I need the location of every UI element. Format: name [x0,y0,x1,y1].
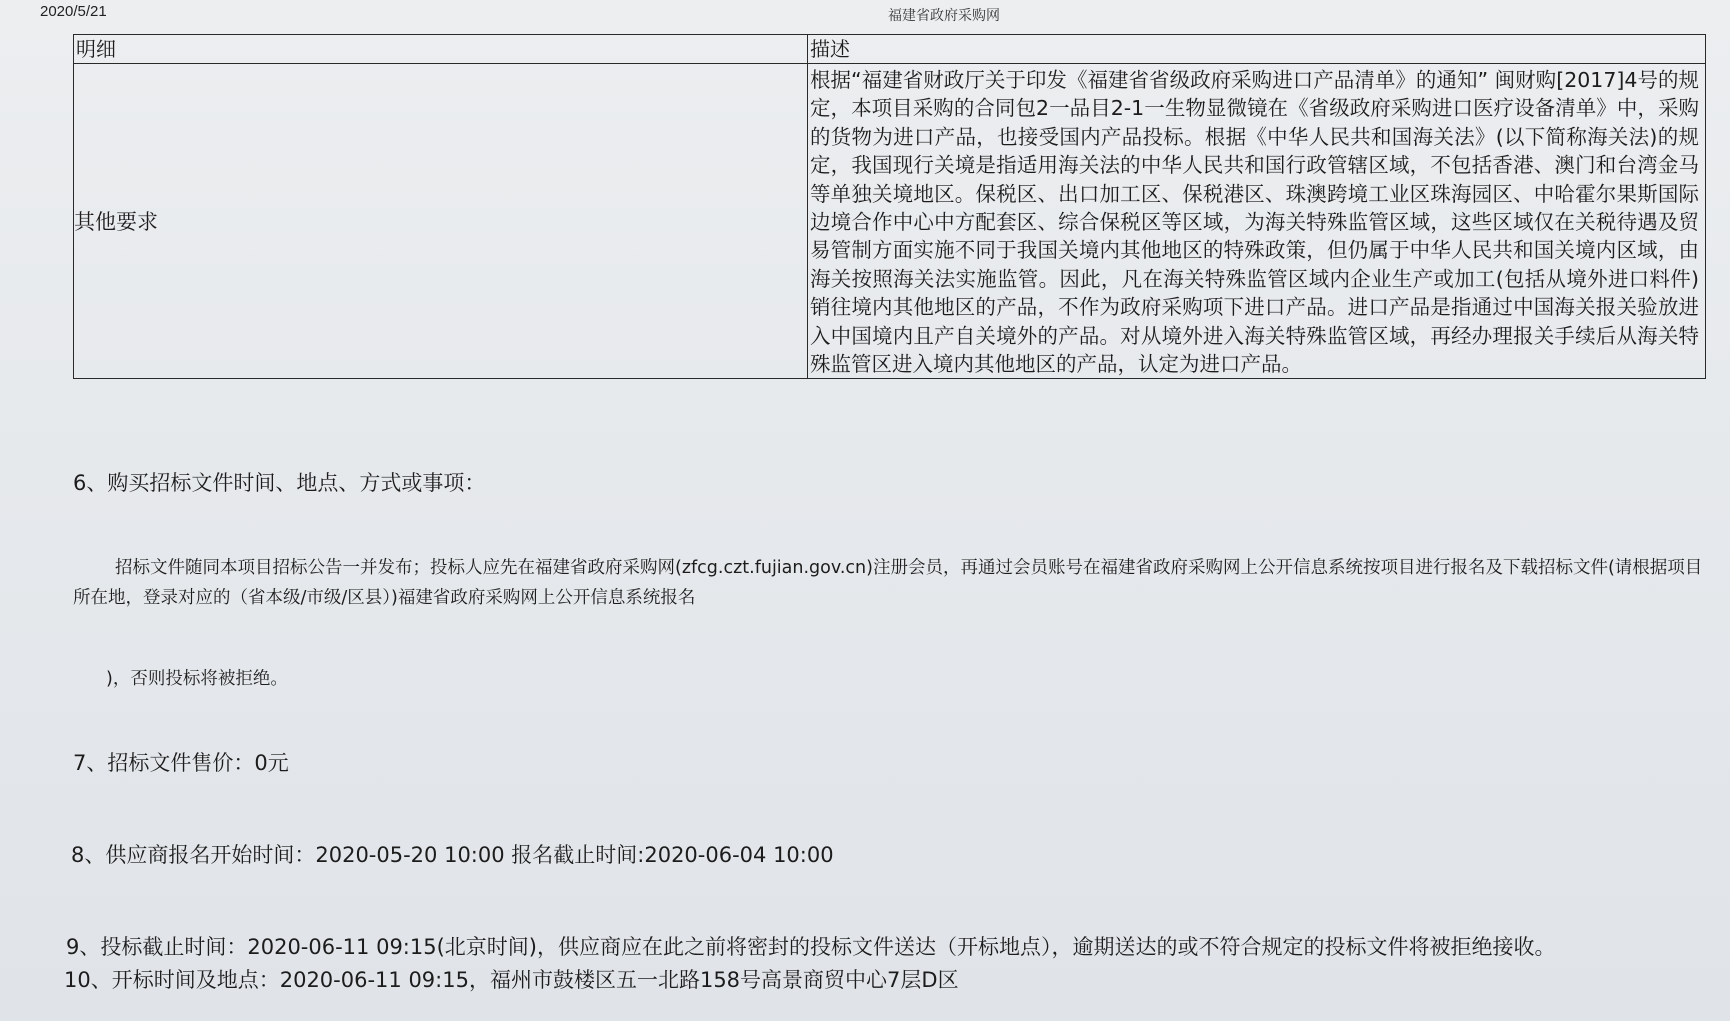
table-header-row [74,35,1706,64]
section-6-tail: )，否则投标将被拒绝。 [106,669,288,689]
section-8: 8、供应商报名开始时间：2020-05-20 10:00 报名截止时间:2020-06-04 10:00 [71,843,834,867]
site-header: 福建省政府采购网 [888,8,1000,24]
table-row [74,64,1706,379]
section-9: 9、投标截止时间：2020-06-11 09:15(北京时间)，供应商应在此之前将密封的投标文件送达（开标地点），逾期送达的或不符合规定的投标文件将被拒绝接收。 [66,935,1556,959]
column-header-description: 描述 [808,35,1706,64]
print-date: 2020/5/21 [40,3,107,20]
section-10: 10、开标时间及地点：2020-06-11 09:15，福州市鼓楼区五一北路158号高景商贸中心7层D区 [64,968,959,992]
row-label-other-requirements: 其他要求 [74,64,808,379]
requirements-table [73,34,1706,379]
section-7: 7、招标文件售价：0元 [73,751,289,775]
section-6-title: 6、购买招标文件时间、地点、方式或事项： [73,471,486,495]
section-6-paragraph: 招标文件随同本项目招标公告一并发布；投标人应先在福建省政府采购网(zfcg.czt.fujian.gov.cn)注册会员，再通过会员账号在福建省政府采购网上公开信息系统按项目进行报名及下载招标文件(请根据项目所在地，登录对应的（省本级/市级/区县）)福建省政府采购网上公开信息系统报名 [73,558,1703,608]
row-description-text: 根据“福建省财政厅关于印发《福建省省级政府采购进口产品清单》的通知” 闽财购[2017]4号的规定，本项目采购的合同包2一品目2-1一生物显微镜在《省级政府采购进口医疗设备清单》中，采购的货物为进口产品，也接受国内产品投标。根据《中华人民共和国海关法》(以下简称海关法)的规定，我国现行关境是指适用海关法的中华人民共和国行政管辖区域，不包括香港、澳门和台湾金马等单独关境地区。保税区、出口加工区、保税港区、珠澳跨境工业区珠海园区、中哈霍尔果斯国际边境合作中心中方配套区、综合保税区等区域，为海关特殊监管区域，这些区域仅在关税待遇及贸易管制方面实施不同于我国关境内其他地区的特殊政策，但仍属于中华人民共和国关境内区域，由海关按照海关法实施监管。因此，凡在海关特殊监管区域内企业生产或加工(包括从境外进口料件)销往境内其他地区的产品，不作为政府采购项下进口产品。进口产品是指通过中国海关报关验放进入中国境内且产自关境外的产品。对从境外进入海关特殊监管区域，再经办理报关手续后从海关特殊监管区进入境内其他地区的产品，认定为进口产品。 [808,64,1706,379]
column-header-detail: 明细 [74,35,808,64]
